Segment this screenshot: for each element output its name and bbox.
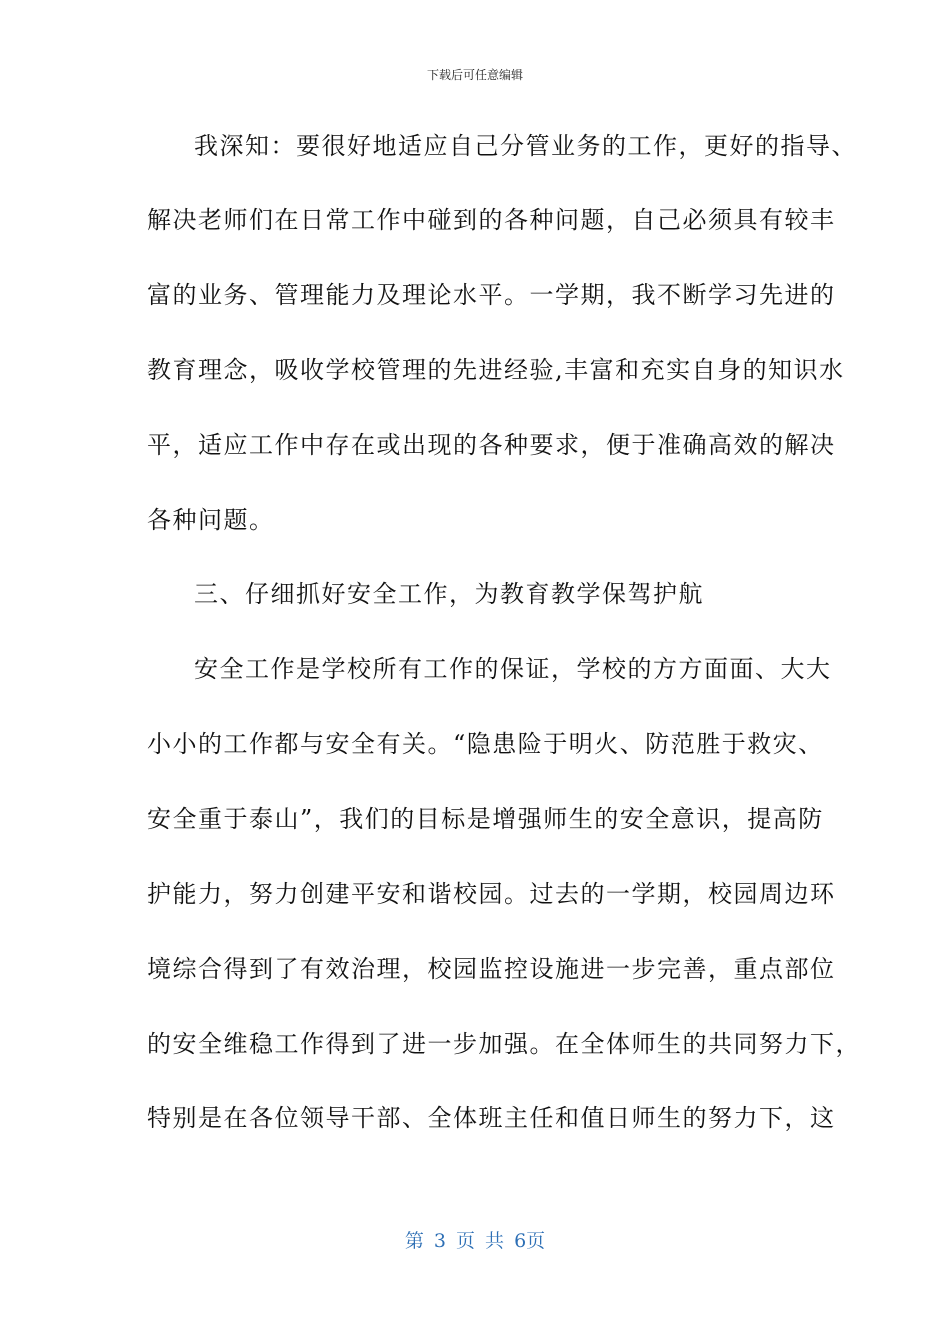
paragraph-line: 解决老师们在日常工作中碰到的各种问题，自己必须具有较丰 [147, 206, 836, 234]
page-header: 下载后可任意编辑 [426, 68, 523, 82]
paragraph-line: 我深知：要很好地适应自己分管业务的工作，更好的指导、 [194, 132, 857, 160]
paragraph-line: 平，适应工作中存在或出现的各种要求，便于准确高效的解决 [147, 431, 836, 459]
paragraph-line: 小小的工作都与安全有关。“隐患险于明火、防范胜于救灾、 [147, 730, 824, 758]
section-heading: 三、仔细抓好安全工作，为教育教学保驾护航 [194, 580, 704, 608]
paragraph-line: 教育理念，吸收学校管理的先进经验,丰富和充实自身的知识水 [147, 356, 845, 384]
paragraph-line: 特别是在各位领导干部、全体班主任和值日师生的努力下，这 [147, 1104, 836, 1132]
paragraph-line: 各种问题。 [147, 506, 275, 534]
paragraph-line: 境综合得到了有效治理，校园监控设施进一步完善，重点部位 [147, 955, 836, 983]
paragraph-line: 富的业务、管理能力及理论水平。一学期，我不断学习先进的 [147, 281, 836, 309]
paragraph-line: 安全工作是学校所有工作的保证，学校的方方面面、大大 [194, 655, 832, 683]
paragraph-line: 安全重于泰山”，我们的目标是增强师生的安全意识，提高防 [147, 805, 824, 833]
page-number-footer: 第 3 页 共 6页 [404, 1230, 546, 1252]
paragraph-line: 护能力，努力创建平安和谐校园。过去的一学期，校园周边环 [147, 880, 836, 908]
paragraph-line: 的安全维稳工作得到了进一步加强。在全体师生的共同努力下， [147, 1030, 861, 1058]
